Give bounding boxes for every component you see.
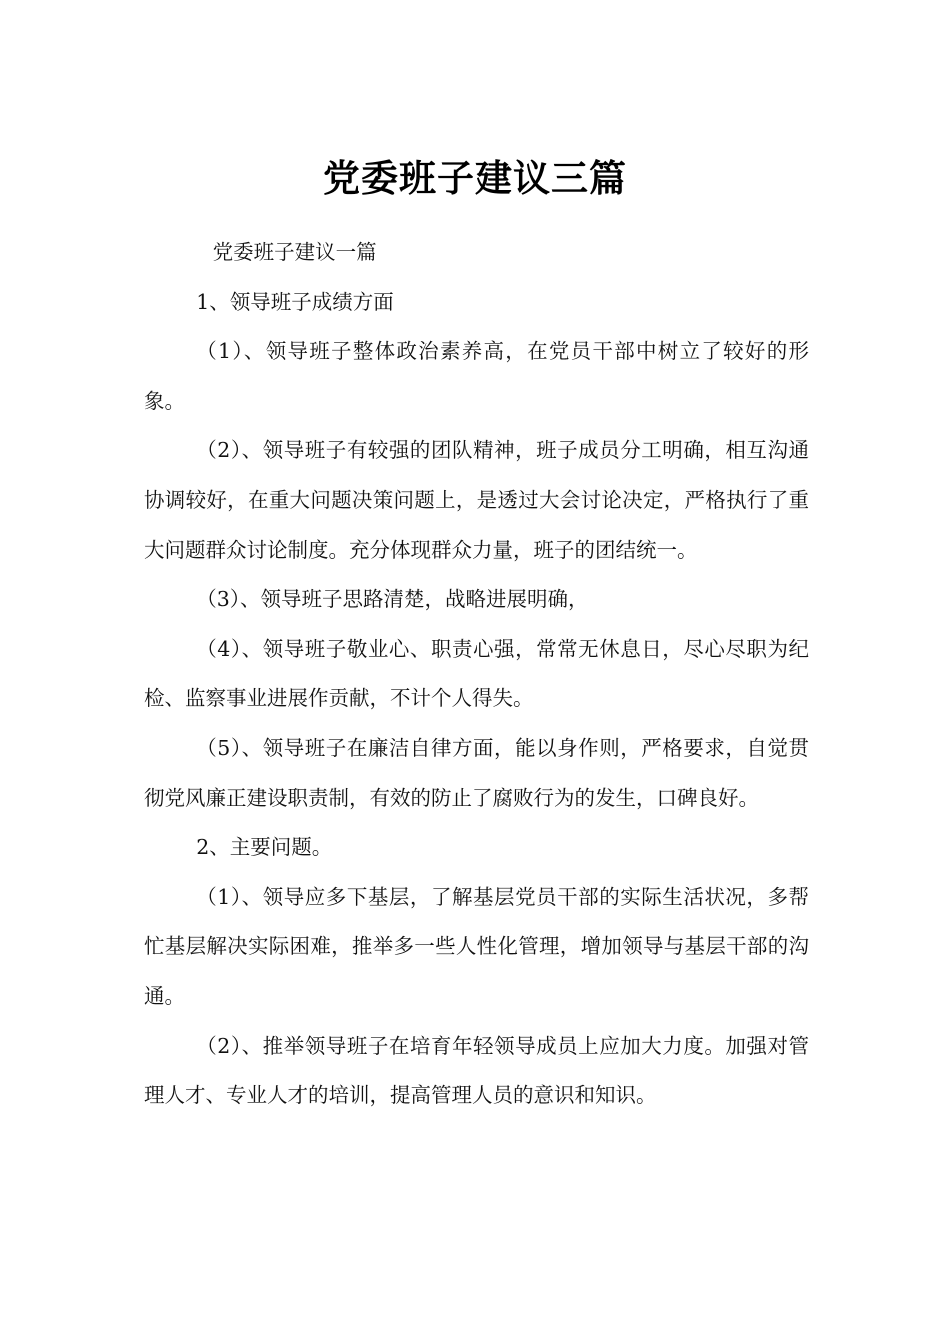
paragraph: （3）、领导班子思路清楚，战略进展明确， <box>196 587 589 612</box>
subsection-heading: 2、主要问题。 <box>196 835 333 860</box>
paragraph: （1）、领导应多下基层，了解基层党员干部的实际生活状况，多帮忙基层解决实际困难，推举多一些人性化管理，增加领导与基层干部的沟通。 <box>144 884 809 1008</box>
paragraph: （2）、推举领导班子在培育年轻领导成员上应加大力度。加强对管理人才、专业人才的培训，提高管理人员的意识和知识。 <box>144 1033 809 1108</box>
paragraph: （1）、领导班子整体政治素养高，在党员干部中树立了较好的形象。 <box>144 339 809 413</box>
paragraph: （5）、领导班子在廉洁自律方面，能以身作则，严格要求，自觉贯彻党风廉正建设职责制，有效的防止了腐败行为的发生，口碑良好。 <box>144 735 809 810</box>
paragraph: （2）、领导班子有较强的团队精神，班子成员分工明确，相互沟通协调较好，在重大问题决策问题上，是透过大会讨论决定，严格执行了重大问题群众讨论制度。充分体现群众力量，班子的团结统一。 <box>144 438 809 562</box>
subsection-heading: 1、领导班子成绩方面 <box>196 289 394 314</box>
document-body <box>144 228 809 1121</box>
document-title: 党委班子建议三篇 <box>323 155 627 200</box>
paragraph: （4）、领导班子敬业心、职责心强，常常无休息日，尽心尽职为纪检、监察事业进展作贡献，不计个人得失。 <box>144 636 809 711</box>
section-heading: 党委班子建议一篇 <box>212 240 377 264</box>
